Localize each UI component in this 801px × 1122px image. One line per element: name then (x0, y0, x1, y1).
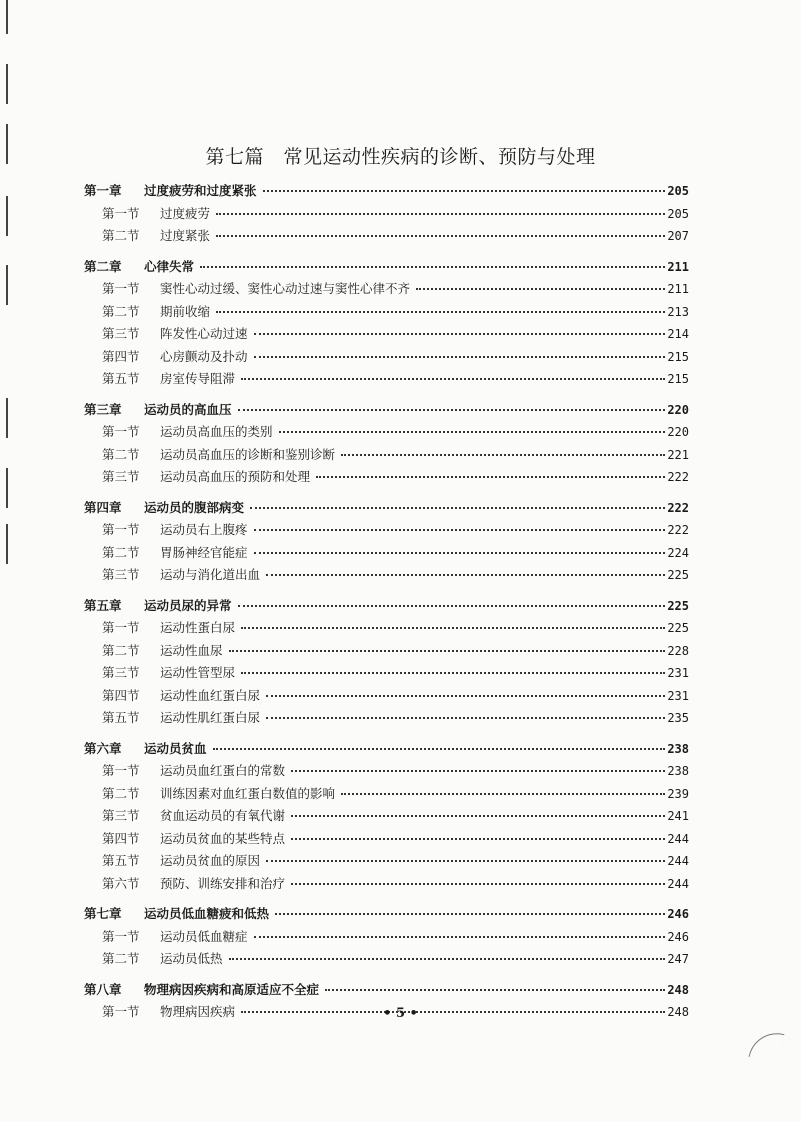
section-title: 运动性血红蛋白尿 (160, 687, 261, 703)
dot-leader (250, 506, 665, 509)
binding-mark (6, 524, 8, 564)
section-entry (84, 323, 689, 346)
section-entry (84, 948, 689, 971)
section-number: 第二节 (102, 951, 140, 966)
section-number: 第一节 (102, 620, 140, 635)
chapter-block (84, 256, 689, 391)
table-of-contents (84, 180, 689, 1032)
chapter-entry (84, 903, 689, 926)
page-ref: 220 (667, 402, 689, 417)
dot-leader (275, 912, 665, 915)
section-number: 第一节 (102, 281, 140, 296)
page-ref: 222 (667, 500, 689, 515)
section-number: 第六节 (102, 875, 140, 891)
chapter-entry (84, 738, 689, 761)
dot-leader (216, 212, 665, 215)
section-number: 第一节 (102, 928, 140, 944)
section-title: 训练因素对血红蛋白数值的影响 (160, 785, 336, 801)
section-entry (84, 519, 689, 542)
chapter-title: 过度疲劳和过度紧张 (144, 183, 257, 198)
page-ref: 244 (667, 831, 689, 846)
page-ref: 248 (667, 1005, 689, 1019)
chapter-entry (84, 256, 689, 279)
page-ref: 214 (667, 327, 689, 341)
dot-leader (254, 355, 666, 358)
chapter-title: 心律失常 (144, 258, 195, 274)
page-ref: 231 (667, 688, 689, 703)
chapter-title: 运动员的腹部病变 (144, 499, 245, 515)
section-title: 过度疲劳 (160, 205, 211, 221)
page-ref: 238 (667, 741, 689, 756)
section-number: 第二节 (102, 446, 140, 462)
chapter-entry (84, 979, 689, 1002)
chapter-title: 运动员尿的异常 (144, 597, 232, 613)
dot-leader (241, 671, 665, 674)
section-number: 第一节 (102, 424, 140, 439)
dot-leader (241, 377, 665, 380)
section-entry (84, 707, 689, 730)
dot-leader (325, 988, 665, 991)
section-title: 运动员右上腹疼 (160, 522, 248, 537)
page-ref: 248 (667, 982, 689, 997)
page-ref: 231 (667, 666, 689, 680)
section-title: 胃肠神经官能症 (160, 544, 248, 560)
part-title: 第七篇 常见运动性疾病的诊断、预防与处理 (205, 146, 596, 168)
section-entry (84, 828, 689, 851)
dot-leader (316, 475, 665, 478)
section-entry (84, 203, 689, 226)
page-ref: 222 (667, 470, 689, 484)
chapter-block (84, 180, 689, 248)
dot-leader (279, 430, 666, 433)
page-ref: 225 (667, 621, 689, 635)
section-number: 第二节 (102, 785, 140, 801)
section-title: 运动员低血糖症 (160, 928, 248, 944)
section-title: 贫血运动员的有氧代谢 (160, 808, 286, 823)
page-ref: 207 (667, 229, 689, 243)
page-ref: 239 (667, 786, 689, 801)
section-number: 第五节 (102, 371, 140, 386)
section-entry (84, 662, 689, 685)
section-entry (84, 926, 689, 949)
dot-leader (291, 882, 665, 885)
page-ref: 221 (667, 447, 689, 462)
section-number: 第三节 (102, 469, 140, 484)
section-number: 第二节 (102, 642, 140, 658)
section-entry (84, 278, 689, 301)
dot-leader (216, 234, 665, 237)
chapter-title: 运动员的高血压 (144, 401, 232, 417)
dot-leader (238, 604, 666, 607)
page-ref: 215 (667, 372, 689, 386)
dot-leader (254, 332, 666, 335)
page-ref: 241 (667, 809, 689, 823)
chapter-number: 第二章 (84, 258, 122, 274)
dot-leader (341, 792, 665, 795)
section-title: 运动员血红蛋白的常数 (160, 763, 286, 778)
section-entry (84, 542, 689, 565)
page-ref: 225 (667, 598, 689, 613)
section-entry (84, 760, 689, 783)
binding-mark (6, 468, 8, 508)
section-entry (84, 368, 689, 391)
page-ref: 228 (667, 643, 689, 658)
dot-leader (266, 573, 665, 576)
chapter-number: 第四章 (84, 499, 122, 515)
section-entry (84, 850, 689, 873)
section-title: 运动性血尿 (160, 642, 223, 658)
chapter-number: 第一章 (84, 183, 122, 198)
chapter-number: 第八章 (84, 981, 122, 997)
section-entry (84, 805, 689, 828)
chapter-title: 物理病因疾病和高原适应不全症 (144, 981, 320, 997)
section-title: 运动性管型尿 (160, 665, 236, 680)
section-number: 第四节 (102, 830, 140, 846)
section-number: 第三节 (102, 326, 140, 341)
section-title: 运动员高血压的诊断和鉴别诊断 (160, 446, 336, 462)
section-number: 第二节 (102, 228, 140, 243)
section-number: 第一节 (102, 205, 140, 221)
section-number: 第一节 (102, 1004, 140, 1019)
section-title: 运动性肌红蛋白尿 (160, 710, 261, 725)
binding-mark (6, 0, 8, 34)
pencil-mark (748, 1027, 784, 1064)
page-ref: 224 (667, 545, 689, 560)
page-number: • 5 • (383, 1006, 418, 1021)
dot-leader (254, 551, 666, 554)
page-ref: 222 (667, 523, 689, 537)
dot-leader (266, 694, 665, 697)
chapter-block (84, 903, 689, 971)
dot-leader (266, 859, 665, 862)
section-title: 运动性蛋白尿 (160, 620, 236, 635)
dot-leader (291, 837, 665, 840)
chapter-entry (84, 497, 689, 520)
chapter-number: 第五章 (84, 597, 122, 613)
dot-leader (241, 626, 665, 629)
chapter-entry (84, 399, 689, 422)
page-ref: 215 (667, 349, 689, 364)
binding-mark (6, 196, 8, 236)
page-ref: 220 (667, 425, 689, 439)
dot-leader (229, 957, 666, 960)
section-title: 期前收缩 (160, 303, 211, 319)
dot-leader (254, 935, 666, 938)
section-number: 第三节 (102, 567, 140, 582)
dot-leader (341, 453, 665, 456)
binding-mark (6, 398, 8, 438)
section-entry (84, 783, 689, 806)
section-number: 第四节 (102, 687, 140, 703)
dot-leader (213, 747, 666, 750)
page-ref: 247 (667, 952, 689, 966)
page-ref: 205 (667, 206, 689, 221)
section-entry (84, 301, 689, 324)
section-entry (84, 685, 689, 708)
section-entry (84, 564, 689, 587)
page-ref: 244 (667, 854, 689, 868)
chapter-entry (84, 180, 689, 203)
section-title: 运动员高血压的预防和处理 (160, 469, 311, 484)
section-title: 运动员贫血的原因 (160, 853, 261, 868)
section-entry (84, 421, 689, 444)
section-title: 运动与消化道出血 (160, 567, 261, 582)
section-title: 心房颤动及扑动 (160, 348, 248, 364)
section-title: 预防、训练安排和治疗 (160, 875, 286, 891)
section-entry (84, 617, 689, 640)
chapter-number: 第六章 (84, 740, 122, 756)
section-entry (84, 346, 689, 369)
page-ref: 211 (667, 282, 689, 296)
chapter-number: 第七章 (84, 906, 122, 921)
dot-leader (238, 408, 666, 411)
chapter-block (84, 738, 689, 896)
section-entry (84, 466, 689, 489)
page-ref: 244 (667, 876, 689, 891)
dot-leader (200, 265, 665, 268)
chapter-number: 第三章 (84, 401, 122, 417)
page-ref: 225 (667, 568, 689, 582)
section-entry (84, 640, 689, 663)
binding-mark (6, 64, 8, 104)
page-ref: 213 (667, 304, 689, 319)
section-title: 过度紧张 (160, 228, 211, 243)
dot-leader (254, 528, 666, 531)
section-title: 窦性心动过缓、窦性心动过速与窦性心律不齐 (160, 281, 411, 296)
chapter-title: 运动员低血糖疲和低热 (144, 906, 270, 921)
chapter-entry (84, 595, 689, 618)
page-ref: 238 (667, 764, 689, 778)
section-number: 第三节 (102, 808, 140, 823)
section-entry (84, 873, 689, 896)
section-title: 阵发性心动过速 (160, 326, 248, 341)
section-entry (84, 225, 689, 248)
binding-mark (6, 265, 8, 305)
dot-leader (263, 189, 666, 192)
chapter-title: 运动员贫血 (144, 740, 207, 756)
dot-leader (216, 310, 665, 313)
section-number: 第一节 (102, 763, 140, 778)
section-title: 运动员低热 (160, 951, 223, 966)
page-ref: 211 (667, 259, 689, 274)
page-ref: 246 (667, 907, 689, 921)
section-number: 第五节 (102, 853, 140, 868)
section-title: 运动员贫血的某些特点 (160, 830, 286, 846)
chapter-block (84, 497, 689, 587)
section-number: 第二节 (102, 303, 140, 319)
dot-leader (416, 287, 665, 290)
page-ref: 205 (667, 184, 689, 198)
section-number: 第三节 (102, 665, 140, 680)
section-number: 第二节 (102, 544, 140, 560)
section-title: 房室传导阻滞 (160, 371, 236, 386)
chapter-block (84, 595, 689, 730)
dot-leader (266, 716, 665, 719)
section-title: 物理病因疾病 (160, 1004, 236, 1019)
section-number: 第一节 (102, 522, 140, 537)
page-ref: 235 (667, 711, 689, 725)
chapter-block (84, 399, 689, 489)
dot-leader (291, 769, 665, 772)
section-number: 第五节 (102, 710, 140, 725)
page-ref: 246 (667, 929, 689, 944)
section-title: 运动员高血压的类别 (160, 424, 273, 439)
dot-leader (291, 814, 665, 817)
section-number: 第四节 (102, 348, 140, 364)
dot-leader (229, 649, 666, 652)
section-entry (84, 444, 689, 467)
